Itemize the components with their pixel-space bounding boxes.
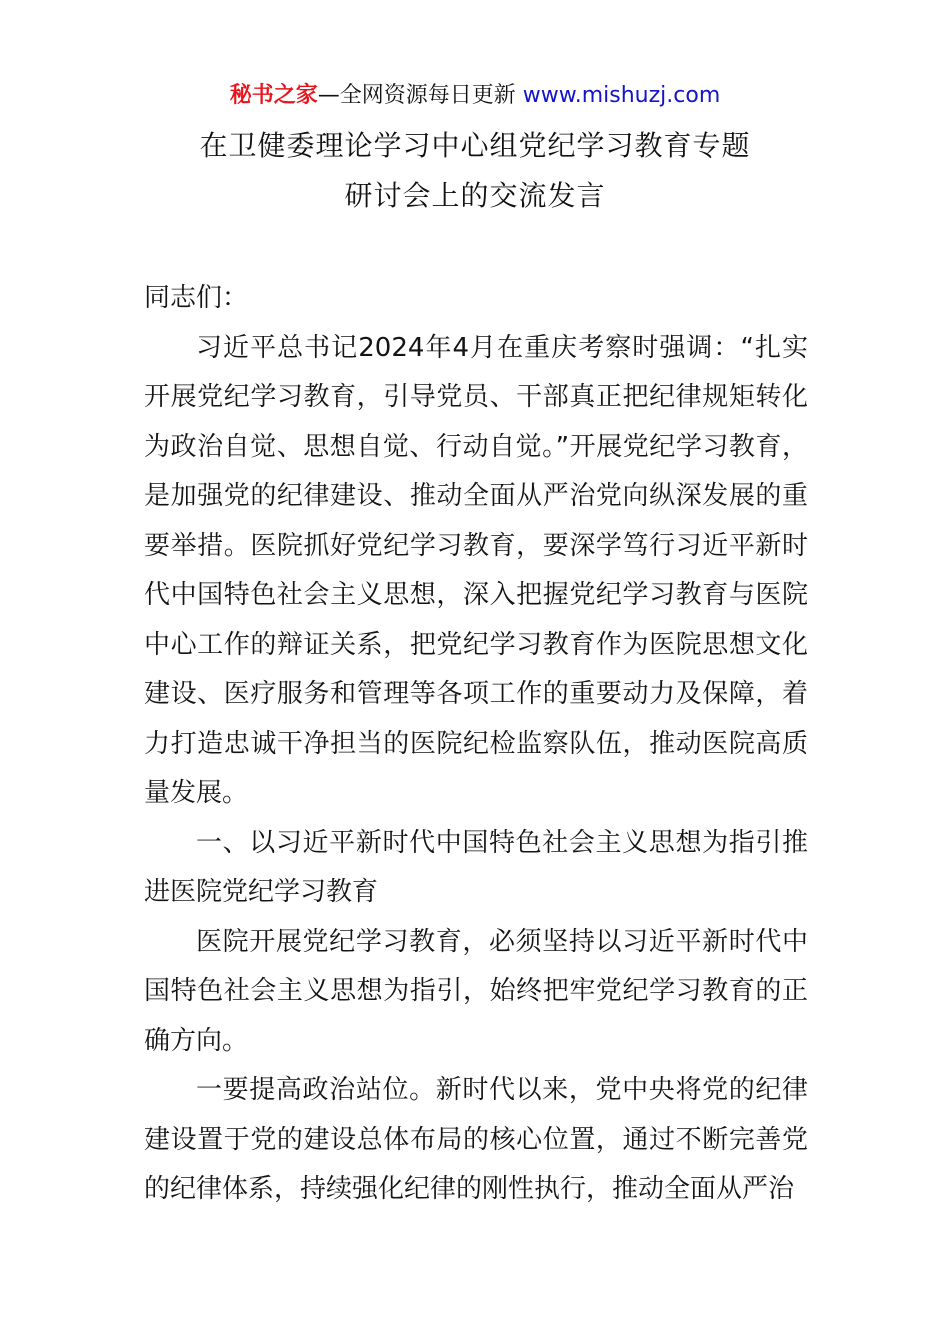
document-title-line-1: 在卫健委理论学习中心组党纪学习教育专题 bbox=[199, 129, 751, 162]
document-title-line-2: 研讨会上的交流发言 bbox=[344, 179, 606, 212]
paragraph-intro: 习近平总书记2024年4月在重庆考察时强调：“扎实开展党纪学习教育，引导党员、干部真正把纪律规矩转化为政治自觉、思想自觉、行动自觉。”开展党纪学习教育，是加强党的纪律建设、推动全面从严治党向纵深发展的重要举措。医院抓好党纪学习教育，要深学笃行习近平新时代中国特色社会主义思想，深入把握党纪学习教育与医院中心工作的辩证关系，把党纪学习教育作为医院思想文化建设、医疗服务和管理等各项工作的重要动力及保障，着力打造忠诚干净担当的医院纪检监察队伍，推动医院高质量发展。 bbox=[144, 332, 808, 808]
document-body bbox=[144, 274, 808, 1215]
site-url[interactable]: www.mishuzj.com bbox=[522, 83, 721, 108]
paragraph-point-1: 一要提高政治站位。新时代以来，党中央将党的纪律建设置于党的建设总体布局的核心位置，通过不断完善党的纪律体系，持续强化纪律的刚性执行，推动全面从严治 bbox=[144, 1075, 808, 1204]
salutation: 同志们： bbox=[144, 283, 249, 313]
site-tagline: —全网资源每日更新 bbox=[317, 83, 523, 108]
paragraph-section-1: 医院开展党纪学习教育，必须坚持以习近平新时代中国特色社会主义思想为指引，始终把牢党纪学习教育的正确方向。 bbox=[144, 926, 808, 1056]
site-brand: 秘书之家 bbox=[229, 83, 318, 108]
site-header bbox=[0, 80, 950, 112]
section-heading-1: 一、以习近平新时代中国特色社会主义思想为指引推进医院党纪学习教育 bbox=[144, 827, 808, 907]
